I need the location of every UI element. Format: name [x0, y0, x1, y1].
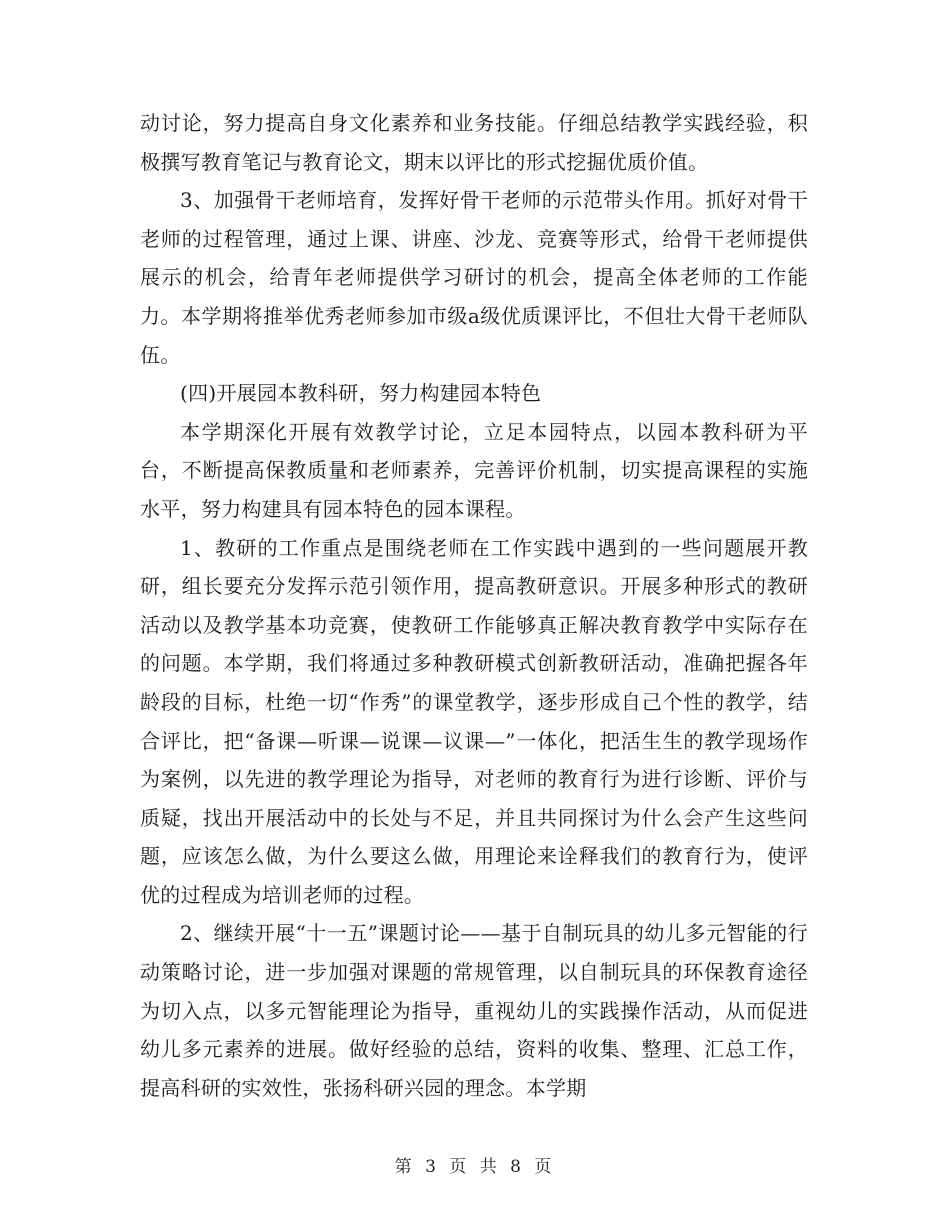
paragraph-1: 动讨论，努力提高自身文化素养和业务技能。仔细总结教学实践经验，积极撰写教育笔记与教育论文，期末以评比的形式挖掘优质价值。: [140, 111, 808, 174]
paragraph-2: 3、加强骨干老师培育，发挥好骨干老师的示范带头作用。抓好对骨干老师的过程管理，通过上课、讲座、沙龙、竞赛等形式，给骨干老师提供展示的机会，给青年老师提供学习研讨的机会，提高全体老师的工作能力。本学期将推举优秀老师参加市级a级优质课评比，不但壮大骨干老师队伍。: [140, 188, 808, 367]
document-body: [140, 104, 808, 1107]
paragraph-5: 2、继续开展“十一五”课题讨论——基于自制玩具的幼儿多元智能的行动策略讨论，进一步加强对课题的常规管理，以自制玩具的环保教育途径为切入点，以多元智能理论为指导，重视幼儿的实践操作活动，从而促进幼儿多元素养的进展。做好经验的总结，资料的收集、整理、汇总工作，提高科研的实效性，张扬科研兴园的理念。本学期: [140, 921, 808, 1100]
paragraph-4: 1、教研的工作重点是围绕老师在工作实践中遇到的一些问题展开教研，组长要充分发挥示范引领作用，提高教研意识。开展多种形式的教研活动以及教学基本功竞赛，使教研工作能够真正解决教育教学中实际存在的问题。本学期，我们将通过多种教研模式创新教研活动，准确把握各年龄段的目标，杜绝一切“作秀”的课堂教学，逐步形成自己个性的教学，结合评比，把“备课—听课—说课—议课—”一体化，把活生生的教学现场作为案例，以先进的教学理论为指导，对老师的教育行为进行诊断、评价与质疑，找出开展活动中的长处与不足，并且共同探讨为什么会产生这些问题，应该怎么做，为什么要这么做，用理论来诠释我们的教育行为，使评优的过程成为培训老师的过程。: [140, 535, 808, 907]
paragraph-3: 本学期深化开展有效教学讨论，立足本园特点，以园本教科研为平台，不断提高保教质量和老师素养，完善评价机制，切实提高课程的实施水平，努力构建具有园本特色的园本课程。: [140, 419, 808, 521]
page-footer: 第 3 页 共 8 页: [394, 1157, 556, 1177]
section-heading: (四)开展园本教科研，努力构建园本特色: [180, 381, 542, 406]
